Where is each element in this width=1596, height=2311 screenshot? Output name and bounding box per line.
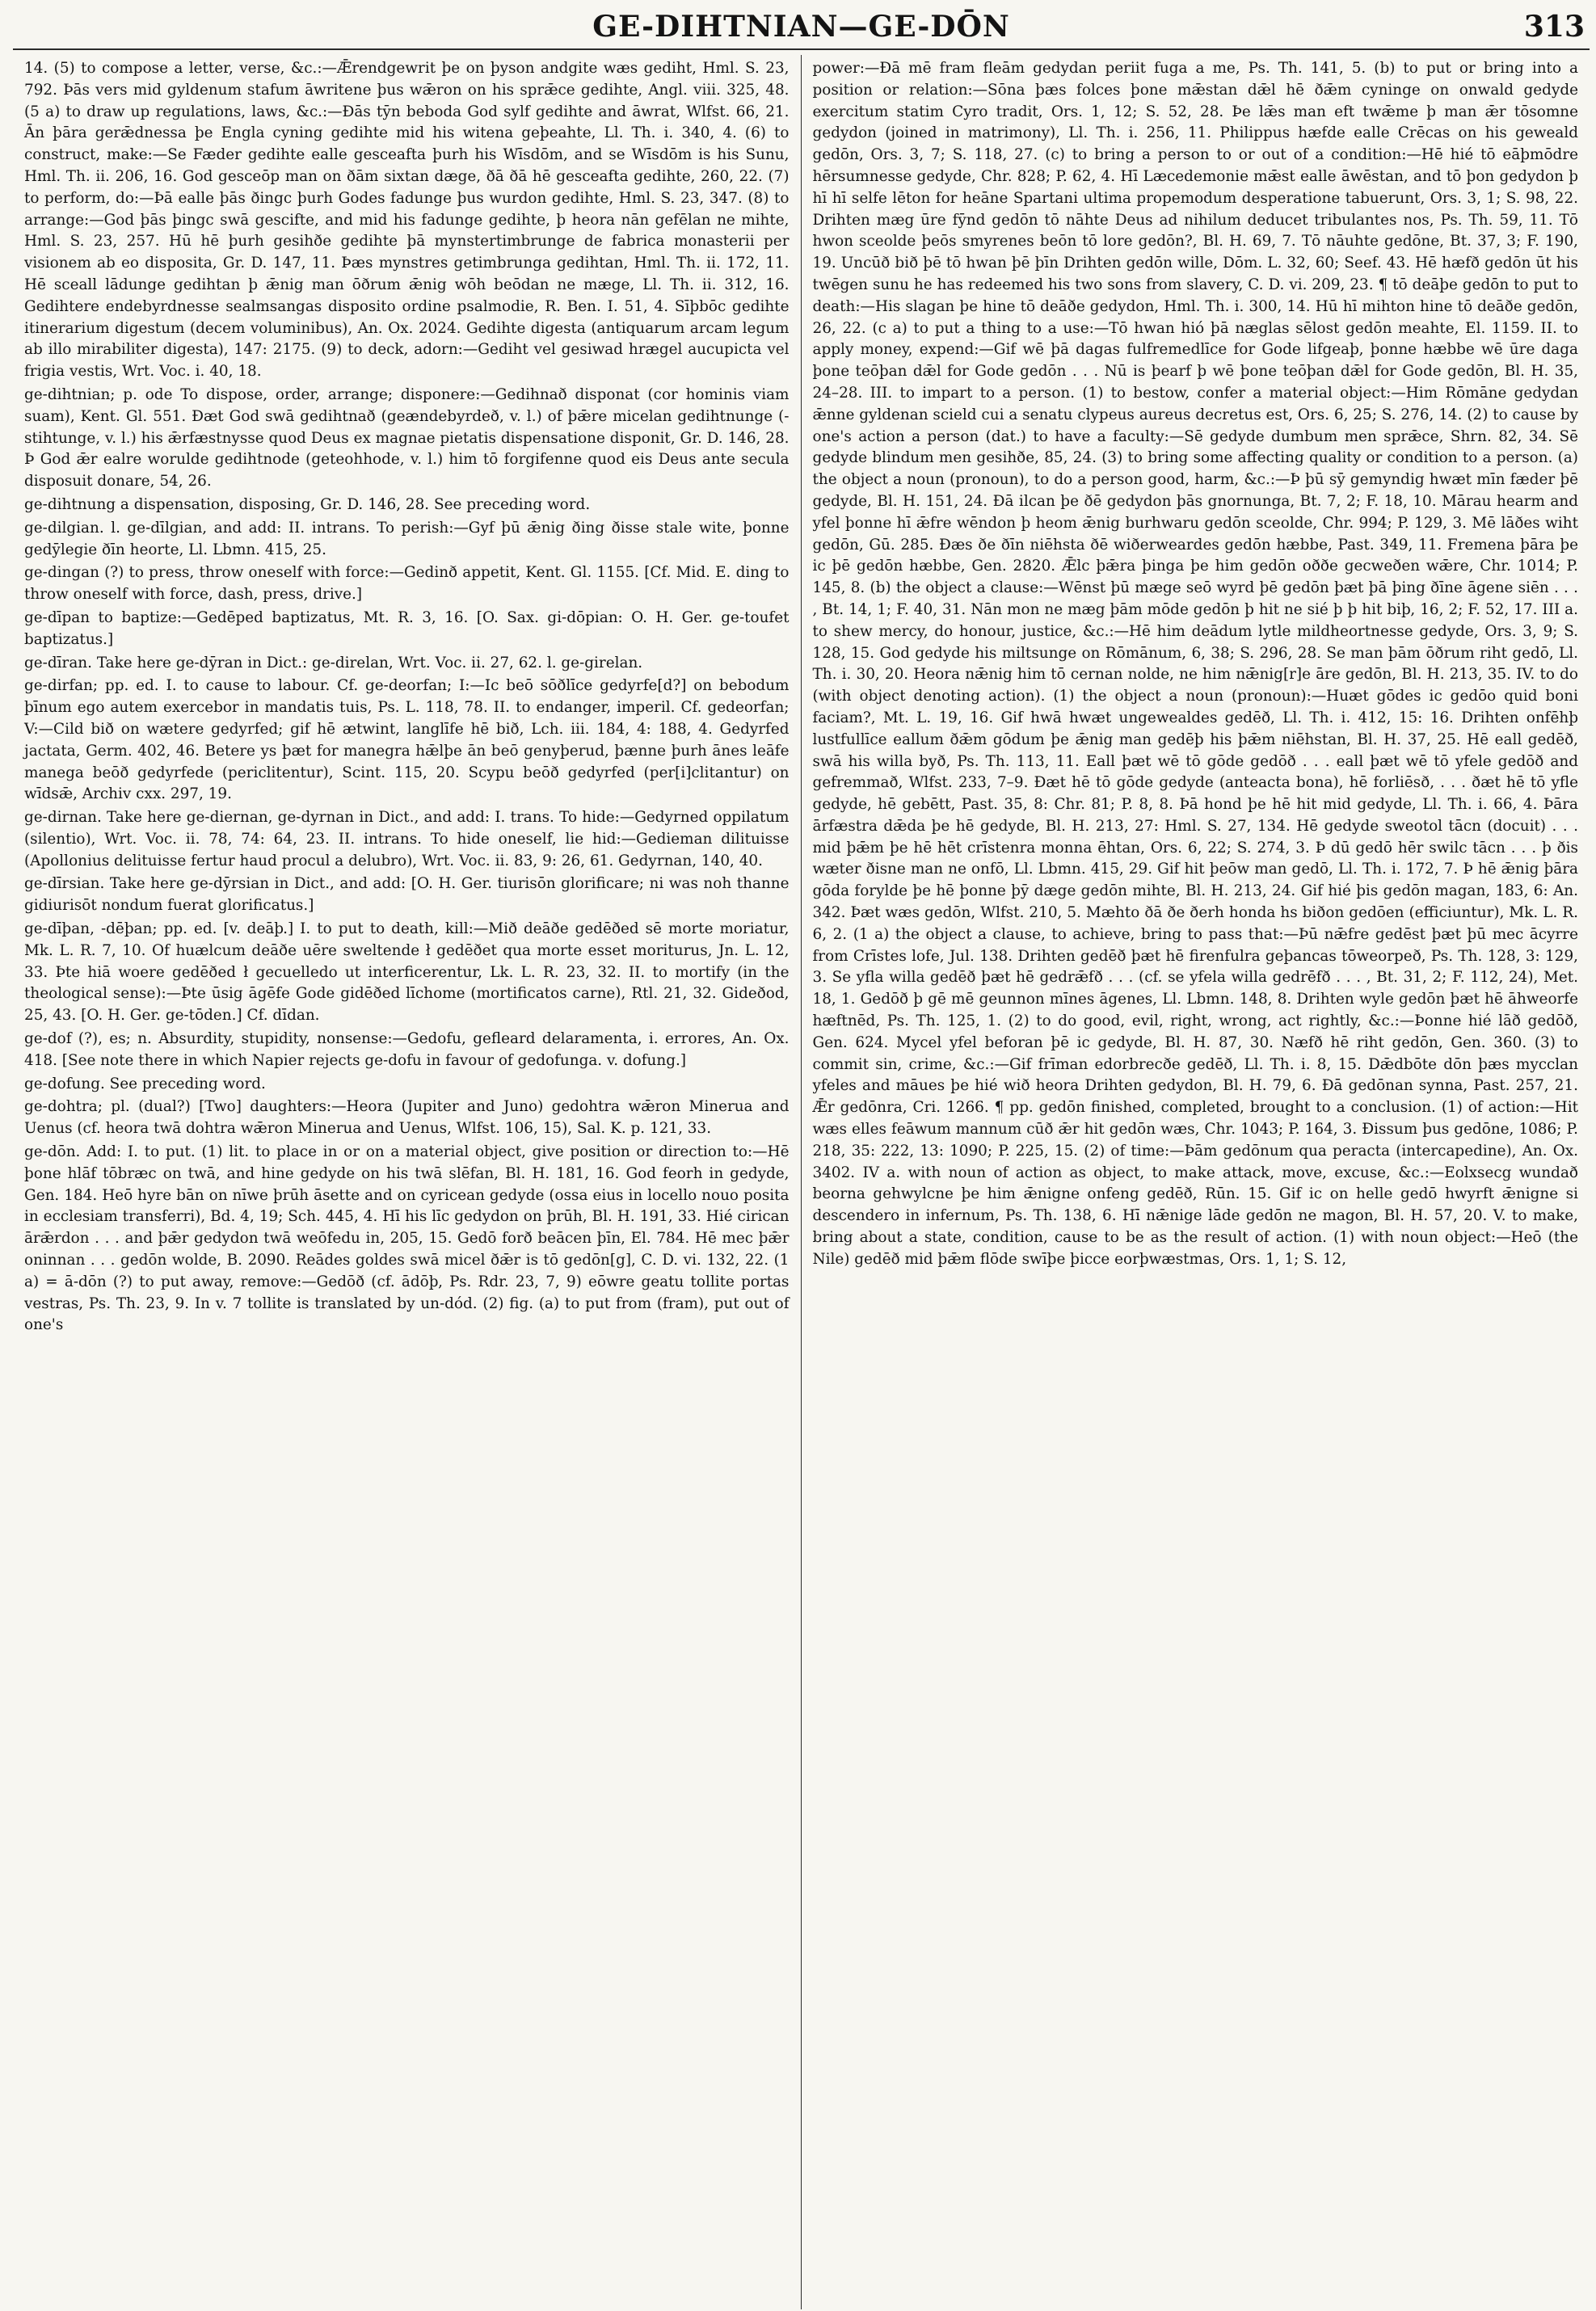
entry-ge-dirsian: ge-dīrsian. Take here ge-dȳrsian in Dict., and add: [O. H. Ger. tiurisōn glorificare; ni was noh thanne gidiurisōt nondum fuerat glorificatus.] — [24, 875, 790, 915]
entry-continuation: 14. (5) to compose a letter, verse, &c.:—Ǣrendgewrit þe on þyson andgite wæs gediht, Hml. S. 23, 792. Þās vers mid gyldenum stafum āwritene þus wǣron on his sprǣce gedihte, Angl. viii. 325, 48. (5 a) to draw up regulations, laws, &c.:—Ðās tȳn beboda God sylf gedihte and āwrat, Wlfst. 66, 21. Ān þāra gerǣdnessa þe Engla cyning gedihte mid his witena geþeahte, Ll. Th. i. 340, 4. (6) to construct, make:—Se Fæder gedihte ealle gesceafta þurh his Wīsdōm, and se Wīsdōm is his Sunu, Hml. Th. ii. 206, 16. God gesceōp man on ðām sixtan dæge, ðā ðā hē gesceafta gedihte, 260, 22. (7) to perform, do:—Þā ealle þās ðingc þurh Godes fadunge þus wurdon gedihte, Hml. S. 23, 347. (8) to arrange:—God þās þingc swā gescifte, and mid his fadunge gedihte, þ heora nān gefēlan ne mihte, Hml. S. 23, 257. Hū hē þurh gesihðe gedihte þā mynstertimbrunge de fabrica monasterii per visionem ab eo disposita, Gr. D. 147, 11. Þæs mynstres getimbrunga gedihtan, Hml. Th. ii. 172, 11. Hē sceall lādunge gedihtan þ ǣnig man ōðrum ǣnig wōh beōdan ne mæge, Ll. Th. ii. 312, 16. Gedihtere endebyrdnesse sealmsangas disposito ordine psalmodie, R. Ben. I. 51, 4. Sīþbōc gedihte itinerarium digestum (decem voluminibus), An. Ox. 2024. Gedihte digesta (antiquarum arcam legum ab illo mirabiliter digesta), 147: 2175. (9) to deck, adorn:—Gediht vel gesiwad hrægel aucupicta vel frigia vestis, Wrt. Voc. i. 40, 18. — [24, 60, 790, 381]
entry-ge-dirfan: ge-dirfan; pp. ed. I. to cause to labour. Cf. ge-deorfan; I:—Ic beō sōðlīce gedyrfe[d?] on bebodum þīnum ego autem exercebor in mandatis tuis, Ps. L. 118, 78. II. to endanger, imperil. Cf. gedeorfan; V:—Cild bið on wætere gedyrfed; gif hē ætwint, langlīfe hē bið, Lch. iii. 184, 4: 188, 4. Gedyrfed jactata, Germ. 402, 46. Betere ys þæt for manegra hǣlþe ān beō genyþerud, þænne þurh ānes leāfe manega beōð gedyrfede (periclitentur), Scint. 115, 20. Scypu beōð gedyrfed (per[i]clitantur) on wīdsǣ, Archiv cxx. 297, 19. — [24, 677, 790, 803]
entry-ge-dihtnian: ge-dihtnian; p. ode To dispose, order, arrange; disponere:—Gedihnað disponat (cor hominis viam suam), Kent. Gl. 551. Ðæt God swā gedihtnað (geændebyrdeð, v. l.) of þǣre micelan gedihtnunge (-stihtunge, v. l.) his ǣrfæstnysse quod Deus ex magnae pietatis dispensatione disponit, Gr. D. 146, 28. Þ God ǣr ealre woruldе gedihtnode (geteohhode, v. l.) him tō forgifenne quod eis Deus ante secula disposuit donare, 54, 26. — [24, 385, 790, 490]
entry-ge-dingan: ge-dingan (?) to press, throw oneself with force:—Gedinð appetit, Kent. Gl. 1155. [Cf. Mid. E. ding to throw oneself with force, dash, press, drive.] — [24, 564, 790, 604]
page-number: 313 — [1523, 10, 1585, 44]
page-header — [13, 0, 1590, 50]
entry-ge-don-continued: power:—Ðā mē fram fleām gedydan periit fuga a me, Ps. Th. 141, 5. (b) to put or bring into a position or relation:—Sōna þæs folces þone mǣstan dǣl hē ðǣm cyninge on onwald gedyde exercitum statim Cyro tradit, Ors. 1, 12; S. 52, 28. Þe lǣs man eft twǣme þ man ǣr tōsomne gedydon (joined in matrimony), Ll. Th. i. 256, 11. Philippus hæfde ealle Crēcas on his geweald gedōn, Ors. 3, 7; S. 118, 27. (c) to bring a person to or out of a condition:—Hē hié tō eāþmōdre hērsumnesse gedyde, Chr. 828; P. 62, 4. Hī Læcedemonie mǣst ealle āwēstan, and tō þon gedydon þ hī hī selfe lēton for heāne Spartani ultima propemodum desperatione tabuerunt, Ors. 3, 1; S. 98, 22. Drihten mæg ūre fȳnd gedōn tō nāhte Deus ad nihilum deducet tribulantes nos, Ps. Th. 59, 11. Tō hwon sceolde þeōs smyrenes beōn tō lore gedōn?, Bl. H. 69, 7. Tō nāuhte gedōne, Bt. 37, 3; F. 190, 19. Uncūð bið þē tō hwan þē þīn Drihten gedōn wille, Dōm. L. 32, 60; Seef. 43. Hē hæfð gedōn ūt his twēgen sunu he has redeemed his two sons from slavery, C. D. vi. 209, 23. ¶ tō deāþe gedōn to put to death:—His slagan þe hine tō deāðe gedydon, Hml. Th. i. 300, 14. Hū hī mihton hine tō deāðe gedōn, 26, 22. (c a) to put a thing to a use:—Tō hwan hió þā næglas sēlost gedōn meahte, El. 1159. II. to apply money, expend:—Gif wē þā dagas fulfremedlīce for Gode lifgeaþ, þonne hæbbe wē ūre daga þone teōþan dǣl for Gode gedōn . . . Nū is þearf þ wē þone teōþan dǣl for Gode gedōn, Bl. H. 35, 24–28. III. to impart to a person. (1) to bestow, confer a material object:—Him Rōmāne gedydan ǣnne gyldenan scield cui a senatu clypeus aureus decretus est, Ors. 6, 25; S. 276, 14. (2) to cause by one's action a person (dat.) to have a faculty:—Sē gedyde dumbum men sprǣce, Shrn. 82, 34. Sē gedyde blindum men gesihðe, 85, 24. (3) to bring some affecting quality or condition to a person. (a) the object a noun (pronoun), to do a person good, harm, &c.:—Þ þū sȳ gemyndig hwæt mīn fæder þē gedyde, Bl. H. 151, 24. Ðā ilcan þe ðē gedydon þās gnornunga, Bt. 7, 2; F. 18, 10. Mārau hearm and yfel þonne hī ǣfre wēndon þ heom ǣnig burhwaru gedōn sceolde, Chr. 994; P. 129, 3. Mē lāðes wiht gedōn, Gū. 285. Ðæs ðe ðīn niēhsta ðē wiðerweardes gedōn hæbbe, Past. 349, 11. Fremena þāra þe ic þē gedōn hæbbe, Gen. 2820. Ǣlc þǣra þinga þe him gedōn oððe gecweðen wǣre, Chr. 1014; P. 145, 8. (b) the object a clause:—Wēnst þū mæge seō wyrd þē gedōn þæt þā þing ðīne āgene siēn . . . , Bt. 14, 1; F. 40, 31. Nān mon ne mæg þām mōde gedōn þ hit ne sié þ þ hit biþ, 16, 2; F. 52, 17. III a. to shew mercy, do honour, justice, &c.:—Hē him deādum lytle mildheortnesse gedyde, Ors. 3, 9; S. 128, 15. God gedyde his miltsunge on Rōmānum, 6, 38; S. 296, 28. Se man þām ōðrum riht gedō, Ll. Th. i. 30, 20. Heora nǣnig him tō cernan nolde, ne him nǣnig[r]e āre gedōn, Bl. H. 213, 35. IV. to do (with object denoting action). (1) the object a noun (pronoun):—Huæt gōdes ic gedōo quid boni faciam?, Mt. L. 19, 16. Gif hwā hwæt ungewealdes gedēð, Ll. Th. i. 412, 15: 16. Drihten onfēhþ lustfullīce eallum ðǣm gōdum þe ǣnig man gedēþ his þǣm niēhstan, Bl. H. 37, 25. Hē eall gedēð, swā his willa byð, Ps. Th. 113, 11. Eall þæt wē tō gōde gedōð . . . eall þæt wē tō yfele gedōð and gefremmað, Wlfst. 233, 7–9. Ðæt hē tō gōde gedyde (anteacta bona), hē forliēsð, . . . ðæt hē tō yfle gedyde, hē gebētt, Past. 35, 8: Chr. 81; P. 8, 8. Þā hond þe hē hit mid gedyde, Ll. Th. i. 66, 4. Þāra ārfæstra dǣda þe hē gedyde, Bl. H. 213, 27: Hml. S. 27, 134. Hē gedyde sweotol tācn (docuit) . . . mid þǣm þe hē hēt crīstenra monna ēhtan, Ors. 6, 22; S. 274, 3. Þ dū gedō hēr swilc tācn . . . þ ðis wæter ðisne man ne onfō, Ll. Lbmn. 415, 29. Gif hit þeōw man gedō, Ll. Th. i. 172, 7. Þ hē ǣnig þāra gōda forylde þe hē þonne þȳ dæge gedōn mihte, Bl. H. 213, 24. Gif hié þis gedōn magan, 183, 6: An. 342. Þæt wæs gedōn, Wlfst. 210, 5. Mæhto ðā ðe ðerh honda hs biðon gedōen (efficiuntur), Mk. L. R. 6, 2. (1 a) the object a clause, to achieve, bring to pass that:—Þū nǣfre gedēst þæt þū mec ācyrre from Crīstes lofe, Jul. 138. Drihten gedēð þæt hē firenfulra geþancas tōweorpeð, Ps. Th. 128, 3: 129, 3. Se yfla willa gedēð þæt hē gedrǣfð . . . (cf. se yfela willa gedrēfð . . . , Bt. 31, 2; F. 112, 24), Met. 18, 1. Gedōð þ gē mē geunnon mīnes āgenes, Ll. Lbmn. 148, 8. Drihten wyle gedōn þæt hē āhweorfe hæftnēd, Ps. Th. 125, 1. (2) to do good, evil, right, wrong, act rightly, &c.:—Þonne hié lāð gedōð, Gen. 624. Mycel yfel beforan þē ic gedyde, Bl. H. 87, 30. Næfð hē riht gedōn, Gen. 360. (3) to commit sin, crime, &c.:—Gif frīman edorbrecðe gedēð, Ll. Th. i. 8, 15. Dǣdbōte dōn þæs mycclan yfeles and māues þe hié wið heora Drihten gedydon, Bl. H. 79, 6. Ðā gedōnan synna, Past. 257, 21. Ǣr gedōnra, Cri. 1266. ¶ pp. gedōn finished, completed, brought to a conclusion. (1) of action:—Hit wæs elles feāwum mannum cūð ǣr hit gedōn wæs, Chr. 1043; P. 164, 3. Ðissum þus gedōne, 1086; P. 218, 35: 222, 13: 1090; P. 225, 15. (2) of time:—Þām gedōnum qua peracta (intercapedine), An. Ox. 3402. IV a. with noun of action as object, to make attack, move, excuse, &c.:—Eolxsecg wundað beorna gehwylcne þe him ǣnigne onfeng gedēð, Rūn. 15. Gif ic on helle gedō hwyrft ǣnigne si descendero in infernum, Ps. Th. 138, 6. Hī nǣnige lāde gedōn ne magon, Bl. H. 57, 20. V. to make, bring about a state, condition, cause to be as the result of action. (1) with noun object:—Heō (the Nile) gedēð mid þǣm flōde swīþe þicce eorþwæstmas, Ors. 1, 1; S. 12, — [812, 60, 1578, 1268]
entry-ge-don: ge-dōn. Add: I. to put. (1) lit. to place in or on a material object, give position or direction to:—Hē þone hlāf tōbræc on twā, and hine gedyde on his twā slēfan, Bl. H. 181, 16. God feorh in gedyde, Gen. 184. Heō hyre bān on nīwe þrūh āsette and on cyricean gedyde (ossa eius in locello nouo posita in ecclesiam transferri), Bd. 4, 19; Sch. 445, 4. Hī his līc gedydon on þrūh, Bl. H. 191, 33. Hié cirican ārǣrdon . . . and þǣr gedydon twā weōfedu in, 205, 15. Gedō forð beācen þīn, El. 784. Hē mec þǣr oninnan . . . gedōn wolde, B. 2090. Reādes goldes swā micel ðǣr is tō gedōn[g], C. D. vi. 132, 22. (1 a) = ā-dōn (?) to put away, remove:—Gedōð (cf. ādōþ, Ps. Rdr. 23, 7, 9) eōwre geatu tollite portas vestras, Ps. Th. 23, 9. In v. 7 tollite is translated by un-dód. (2) fig. (a) to put from (fram), put out of one's — [24, 1143, 790, 1334]
entry-ge-dipan: ge-dīpan to baptize:—Gedēped baptizatus, Mt. R. 3, 16. [O. Sax. gi-dōpian: O. H. Ger. ge-toufet baptizatus.] — [24, 608, 790, 648]
running-head: GE-DIHTNIAN—GE-DŌN — [592, 10, 1010, 44]
entry-ge-diran: ge-dīran. Take here ge-dȳran in Dict.: ge-direlan, Wrt. Voc. ii. 27, 62. l. ge-girelan. — [24, 654, 643, 671]
entry-ge-dilgian: ge-dilgian. l. ge-dīlgian, and add: II. intrans. To perish:—Gyf þū ǣnig ðing ðisse stale wite, þonne gedȳlegie ðīn heorte, Ll. Lbmn. 415, 25. — [24, 519, 790, 558]
entry-ge-dohtra: ge-dohtra; pl. (dual?) [Two] daughters:—Heora (Jupiter and Juno) gedohtra wǣron Minerua and Uenus (cf. heora twā dohtra wǣron Minerua and Uenus, Wlfst. 106, 15), Sal. K. p. 121, 33. — [24, 1098, 790, 1138]
entry-ge-dof: ge-dof (?), es; n. Absurdity, stupidity, nonsense:—Gedofu, gefleard delaramenta, i. errores, An. Ox. 418. [See note there in which Napier rejects ge-dofu in favour of gedofunga. v. dofung.] — [24, 1030, 790, 1069]
entry-ge-dirnan: ge-dirnan. Take here ge-diernan, ge-dyrnan in Dict., and add: I. trans. To hide:—Gedyrned oppilatum (silentio), Wrt. Voc. ii. 78, 74: 64, 23. II. intrans. To hide oneself, lie hid:—Gedieman dilituisse (Apollonius delituisse fertur haud procul a delubro), Wrt. Voc. ii. 83, 9: 26, 61. Gedyrnan, 140, 40. — [24, 809, 790, 869]
entry-ge-dofung: ge-dofung. See preceding word. — [24, 1075, 266, 1092]
entry-ge-dithan: ge-dīþan, -dēþan; pp. ed. [v. deāþ.] I. to put to death, kill:—Mið deāðe gedēðed sē morte moriatur, Mk. L. R. 7, 10. Of huælcum deāðe uēre sweltende ł gedēðet qua morte esset moriturus, Jn. L. 12, 33. Þte hiā woere gedēðed ł gecuelledo ut interficerentur, Lk. L. R. 23, 32. II. to mortify (in the theological sense):—Þte ūsig āgēfe Gode gidēðed līchome (mortificatos carne), Rtl. 21, 32. Gideðod, 25, 43. [O. H. Ger. ge-tōden.] Cf. dīdan. — [24, 920, 790, 1025]
entry-ge-dihtnung: ge-dihtnung a dispensation, disposing, Gr. D. 146, 28. See preceding word. — [24, 495, 591, 513]
two-column-body — [13, 55, 1590, 2309]
right-column — [802, 55, 1590, 2309]
left-column — [13, 55, 802, 2309]
